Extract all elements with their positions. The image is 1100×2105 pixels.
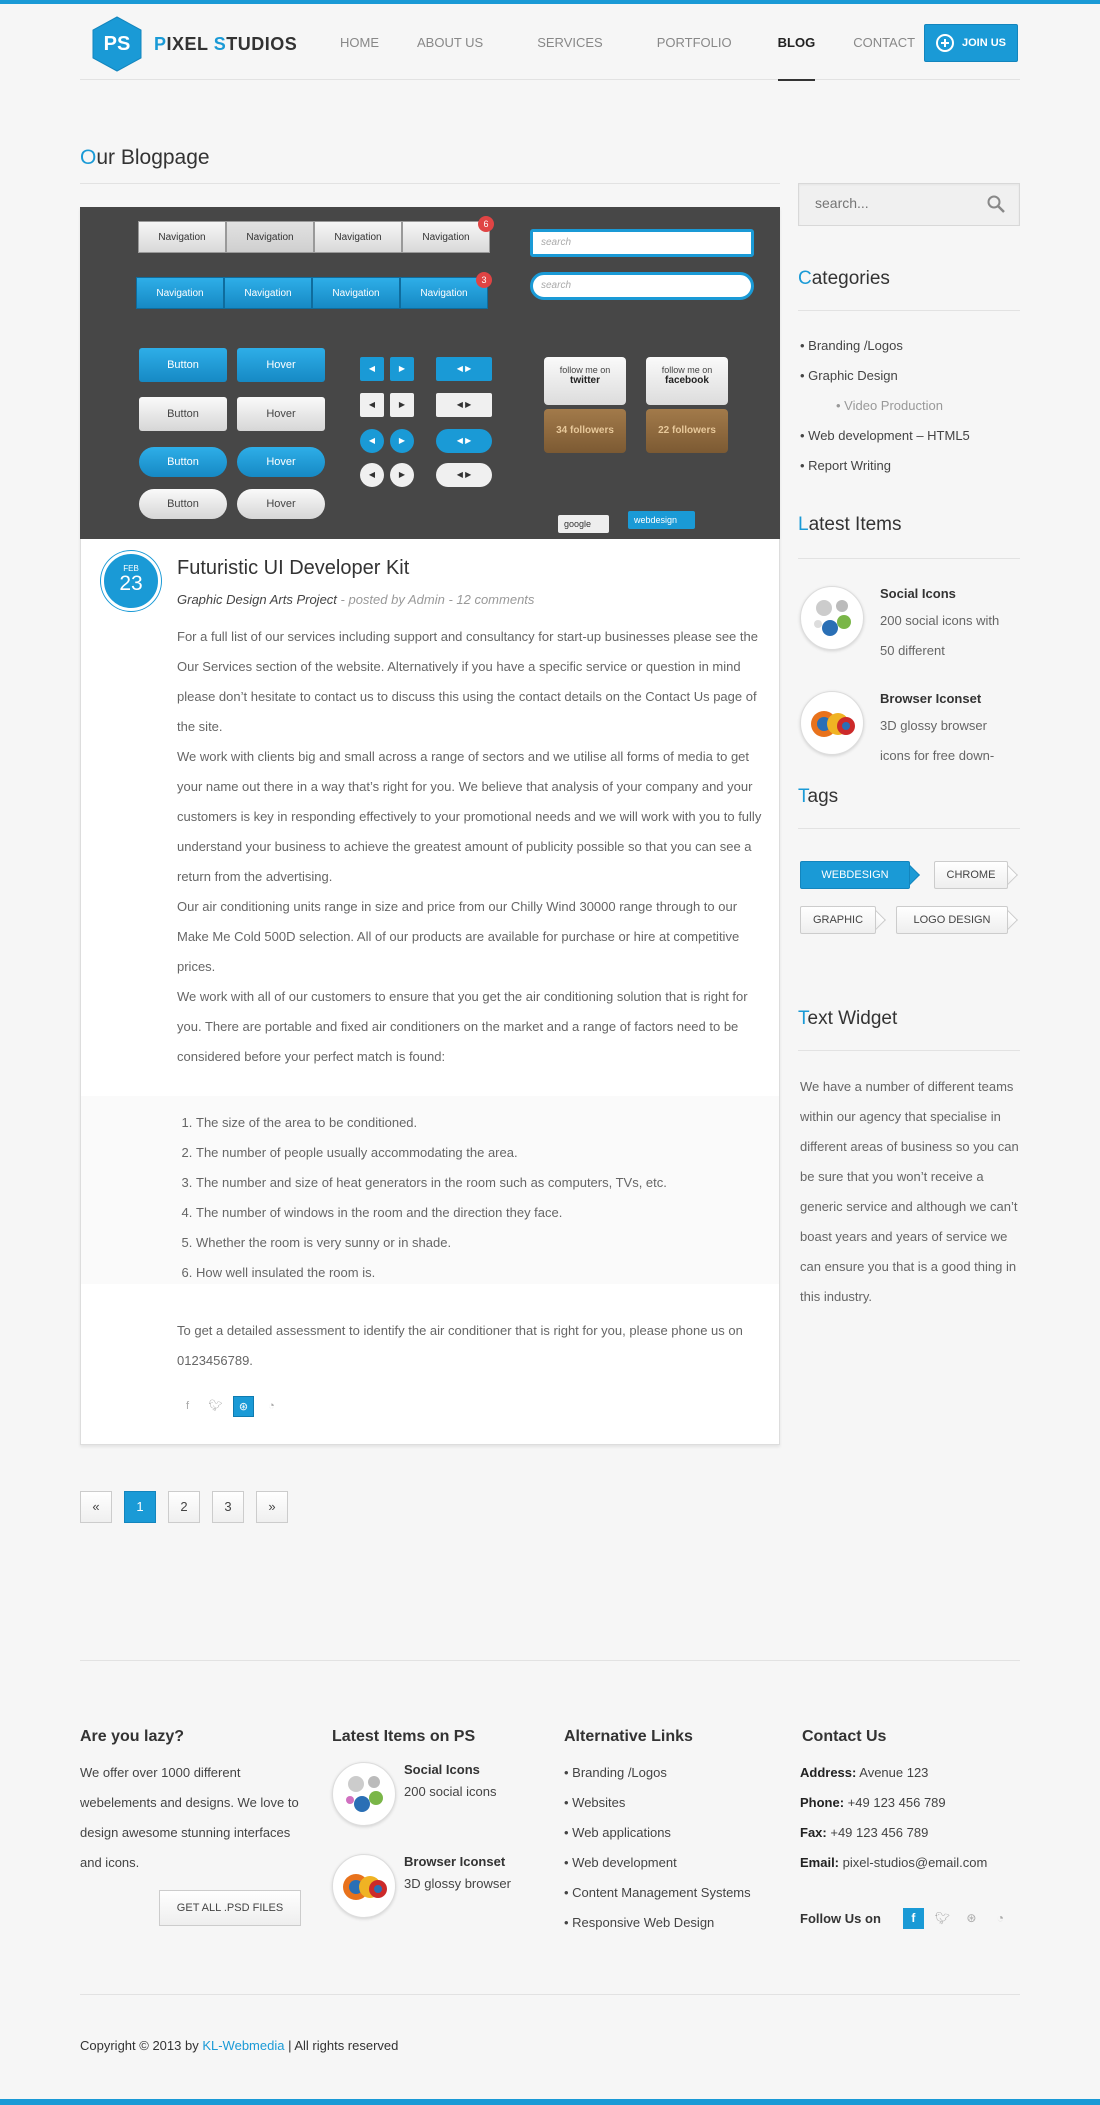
join-us-label: JOIN US: [961, 37, 1006, 49]
post-closing: To get a detailed assessment to identify the air conditioner that is right for you, please phone us on 0123456789.: [177, 1323, 743, 1368]
footer-links: [564, 1728, 751, 1938]
post-paragraph: Our air conditioning units range in size and price from our Chilly Wind 30000 range through to our Make Me Cold 500D selection. All of our products are available for purchase or hire at competitive prices.: [177, 899, 740, 974]
latest-items-title: Latest Items: [798, 514, 902, 535]
social-icons-thumbnail-icon: [332, 1762, 396, 1826]
post-paragraph: We work with clients big and small across a range of sectors and we utilise all forms of media to get your name out there in a way that’s right for you. We believe that analysis of your company and your customers is key in responding effectively to your promotional needs and we will work with you to fully understand your business to achieve the greatest amount of publicity possible so that you can see a return from the advertising.: [177, 749, 762, 884]
ui-kit-search-round: search: [530, 272, 754, 300]
pagination-page-1[interactable]: 1: [124, 1491, 156, 1523]
title-divider: [80, 183, 780, 184]
latest-item[interactable]: [798, 691, 1020, 771]
tag-webdesign[interactable]: WEBDESIGN: [800, 861, 910, 889]
tags-divider: [798, 828, 1020, 829]
page-title: Our Blogpage: [80, 146, 210, 169]
nav-contact[interactable]: CONTACT: [853, 35, 916, 50]
nav-blog[interactable]: BLOG: [778, 0, 816, 80]
post-meta: Graphic Design Arts Project - posted by Admin - 12 comments: [177, 592, 535, 607]
contact-address: Address: Avenue 123: [800, 1765, 929, 1780]
category-video-production[interactable]: • Video Production: [836, 398, 943, 413]
nav-services[interactable]: SERVICES: [537, 35, 603, 50]
copyright-link[interactable]: KL-Webmedia: [202, 2038, 285, 2053]
post-month: FEB: [123, 564, 139, 573]
ui-kit-gray-navbar: [138, 221, 490, 253]
ui-kit-arrow-right-icon: ▶: [390, 429, 414, 453]
bottom-accent-bar: [0, 2099, 1100, 2105]
post-body: [177, 622, 769, 1072]
footer-latest: [332, 1728, 475, 1746]
footer-link[interactable]: • Branding /Logos: [564, 1765, 667, 1780]
ui-kit-twitter-followers: 34 followers: [544, 409, 626, 453]
footer-contact-list: [800, 1758, 987, 1878]
category-web-development[interactable]: • Web development – HTML5: [800, 428, 970, 443]
ui-kit-blue-navbar: [136, 277, 488, 309]
ui-kit-arrow-left-icon: ◀: [360, 357, 384, 381]
tags-title: Tags: [798, 786, 839, 807]
ui-kit-facebook-followers: 22 followers: [646, 409, 728, 453]
tag-logo-design[interactable]: LOGO DESIGN: [896, 906, 1008, 934]
footer-latest-item[interactable]: [332, 1854, 532, 1934]
logo[interactable]: [92, 16, 297, 72]
ui-kit-arrow-pair-icon: ◀ ▶: [436, 357, 492, 381]
footer-links-title: Alternative Links: [564, 1728, 693, 1745]
tag-chrome[interactable]: CHROME: [934, 861, 1008, 889]
dribbble-icon[interactable]: ⊛: [966, 1911, 977, 1925]
footer-bottom-divider: [80, 1994, 1020, 1995]
ui-kit-badge: 3: [476, 272, 492, 288]
latest-item-desc: 3D glossy browser icons for free down-: [880, 718, 995, 763]
ui-kit-nav-item: Navigation: [312, 277, 400, 309]
footer-top-divider: [80, 1660, 1020, 1661]
ui-kit-twitter-card: follow me on twitter: [544, 357, 626, 405]
post-category[interactable]: Graphic Design Arts Project: [177, 592, 337, 607]
ui-kit-search-square: search: [530, 229, 754, 257]
plus-circle-icon: [936, 34, 954, 52]
copyright: Copyright © 2013 by KL-Webmedia | All rights reserved: [80, 2038, 399, 2053]
follow-us: [800, 1908, 1019, 1929]
pagination-prev[interactable]: «: [80, 1491, 112, 1523]
ui-kit-arrow-right-icon: ▶: [390, 357, 414, 381]
ui-kit-button: Button: [139, 489, 227, 519]
list-item: 3. The number and size of heat generators in the room such as computers, TVs, etc.: [196, 1168, 779, 1198]
post-paragraph: We work with all of our customers to ensure that you get the air conditioning solution that is right for you. There are portable and fixed air conditioners on the market and a range of factors need to be considered before your perfect match is found:: [177, 989, 748, 1064]
tag-graphic[interactable]: GRAPHIC: [800, 906, 876, 934]
ui-kit-tag-webdesign: webdesign: [628, 511, 695, 529]
footer-latest-item-title: Browser Iconset: [404, 1854, 506, 1869]
rss-icon[interactable]: ◔: [996, 1911, 1005, 1925]
ui-kit-nav-item: Navigation: [224, 277, 312, 309]
categories-title: Categories: [798, 268, 890, 289]
footer-latest-item[interactable]: [332, 1762, 532, 1842]
ui-kit-button: Button: [139, 447, 227, 477]
list-item: 6. How well insulated the room is.: [196, 1258, 779, 1288]
social-icons-thumbnail-icon: [800, 586, 864, 650]
twitter-icon[interactable]: 🐦︎: [934, 1911, 950, 1925]
categories-list: [800, 331, 970, 481]
ui-kit-button: Button: [139, 348, 227, 382]
ui-kit-arrow-pair-icon: ◀ ▶: [436, 429, 492, 453]
logo-hexagon-icon: [92, 16, 142, 72]
pagination: [80, 1491, 288, 1523]
category-branding[interactable]: • Branding /Logos: [800, 338, 903, 353]
dribbble-icon[interactable]: ⊛: [233, 1396, 254, 1417]
footer-contact-title: Contact Us: [802, 1728, 887, 1745]
ui-kit-facebook-card: follow me on facebook: [646, 357, 728, 405]
ui-kit-nav-item: Navigation: [138, 221, 226, 253]
facebook-icon[interactable]: f: [903, 1908, 924, 1929]
sidebar-search: [798, 183, 1020, 226]
latest-item-desc: 200 social icons with 50 different: [880, 613, 1000, 658]
search-icon[interactable]: [987, 195, 1005, 213]
post-featured-image: [80, 207, 780, 539]
get-psd-files-button[interactable]: GET ALL .PSD FILES: [159, 1890, 301, 1926]
nav-portfolio[interactable]: PORTFOLIO: [656, 35, 732, 50]
footer-about-text: We offer over 1000 different webelements and designs. We love to design awesome stunning interfaces and icons.: [80, 1765, 299, 1870]
text-widget-divider: [798, 1050, 1020, 1051]
post-list-block: [81, 1096, 779, 1284]
ui-kit-badge: 6: [478, 216, 494, 232]
nav-about-us[interactable]: ABOUT US: [417, 35, 484, 50]
post-day: 23: [119, 572, 143, 595]
logo-initials: PS: [103, 33, 131, 55]
pagination-page-3[interactable]: 3: [212, 1491, 244, 1523]
footer-latest-item-desc: 200 social icons: [404, 1784, 497, 1799]
footer-link[interactable]: • Content Management Systems: [564, 1885, 751, 1900]
footer-latest-item-desc: 3D glossy browser: [404, 1876, 511, 1891]
share-icons: [177, 1396, 282, 1417]
footer-latest-title: Latest Items on PS: [332, 1728, 476, 1745]
twitter-icon[interactable]: 🐦︎: [208, 1400, 223, 1412]
ui-kit-button: Button: [139, 397, 227, 431]
follow-us-label: Follow Us on: [800, 1911, 881, 1926]
ui-kit-arrow-pair-icon: ◀ ▶: [436, 393, 492, 417]
nav-home[interactable]: HOME: [340, 35, 379, 50]
latest-items-divider: [798, 558, 1020, 559]
text-widget-body: We have a number of different teams within our agency that specialise in different areas of business so you can be sure that you won’t receive a generic service and although we can’t boast years and years of service we can ensure you that is a good thing in this industry.: [800, 1079, 1019, 1304]
footer-link[interactable]: • Responsive Web Design: [564, 1915, 715, 1930]
ui-kit-nav-item: Navigation: [400, 277, 488, 309]
list-item: 5. Whether the room is very sunny or in shade.: [196, 1228, 779, 1258]
ui-kit-nav-item: Navigation: [226, 221, 314, 253]
pagination-page-2[interactable]: 2: [168, 1491, 200, 1523]
ui-kit-button-hover: Hover: [237, 348, 325, 382]
join-us-button[interactable]: [924, 24, 1018, 62]
list-item: 4. The number of windows in the room and the direction they face.: [196, 1198, 779, 1228]
blog-post: [80, 207, 780, 1445]
rss-icon[interactable]: ◔: [268, 1400, 275, 1412]
categories-divider: [798, 310, 1020, 311]
ui-kit-button-hover: Hover: [237, 397, 325, 431]
ui-kit-arrow-left-icon: ◀: [360, 393, 384, 417]
footer-links-list: [564, 1758, 751, 1938]
footer-contact: [802, 1728, 987, 1878]
ui-kit-button-hover: Hover: [237, 489, 325, 519]
footer-link[interactable]: • Websites: [564, 1795, 626, 1810]
post-ordered-list: [196, 1108, 779, 1288]
footer-latest-item-title: Social Icons: [404, 1762, 480, 1777]
contact-fax: Fax: +49 123 456 789: [800, 1825, 929, 1840]
post-paragraph: For a full list of our services including support and consultancy for start-up businesses please see the Our Services section of the website. Alternatively if you have a specific service or question in mind please don’t hesitate to contact us to discuss this using the contact details on the Contact Us page of the site.: [177, 629, 758, 734]
ui-kit-arrow-right-icon: ▶: [390, 393, 414, 417]
latest-item-title: Browser Iconset: [880, 691, 982, 706]
pagination-next[interactable]: »: [256, 1491, 288, 1523]
sidebar-search-input[interactable]: [815, 195, 975, 211]
site-header: [80, 0, 1020, 80]
category-report-writing[interactable]: • Report Writing: [800, 458, 892, 473]
footer-link[interactable]: • Web applications: [564, 1825, 671, 1840]
ui-kit-arrow-left-icon: ◀: [360, 463, 384, 487]
post-title[interactable]: Futuristic UI Developer Kit: [177, 557, 410, 579]
latest-item-title: Social Icons: [880, 586, 956, 601]
footer-link[interactable]: • Web development: [564, 1855, 677, 1870]
category-graphic-design[interactable]: • Graphic Design: [800, 368, 898, 383]
contact-email[interactable]: Email: pixel-studios@email.com: [800, 1855, 988, 1870]
facebook-icon[interactable]: f: [185, 1400, 190, 1412]
browser-iconset-thumbnail-icon: [332, 1854, 396, 1918]
ui-kit-tag-google: google: [558, 515, 609, 533]
ui-kit-nav-item: Navigation: [402, 221, 490, 253]
latest-item[interactable]: [798, 586, 1020, 666]
list-item: 1. The size of the area to be conditioned.: [196, 1108, 779, 1138]
ui-kit-nav-item: Navigation: [136, 277, 224, 309]
post-date-badge: [101, 551, 161, 611]
text-widget-title: Text Widget: [798, 1008, 898, 1029]
ui-kit-arrow-pair-icon: ◀ ▶: [436, 463, 492, 487]
footer-about-title: Are you lazy?: [80, 1728, 185, 1745]
logo-text: PIXEL STUDIOS: [154, 33, 298, 54]
browser-iconset-thumbnail-icon: [800, 691, 864, 755]
ui-kit-nav-item: Navigation: [314, 221, 402, 253]
ui-kit-arrow-right-icon: ▶: [390, 463, 414, 487]
list-item: 2. The number of people usually accommodating the area.: [196, 1138, 779, 1168]
footer-about: [80, 1728, 312, 1878]
ui-kit-arrow-left-icon: ◀: [360, 429, 384, 453]
ui-kit-button-hover: Hover: [237, 447, 325, 477]
main-nav: [340, 0, 915, 80]
contact-phone: Phone: +49 123 456 789: [800, 1795, 946, 1810]
